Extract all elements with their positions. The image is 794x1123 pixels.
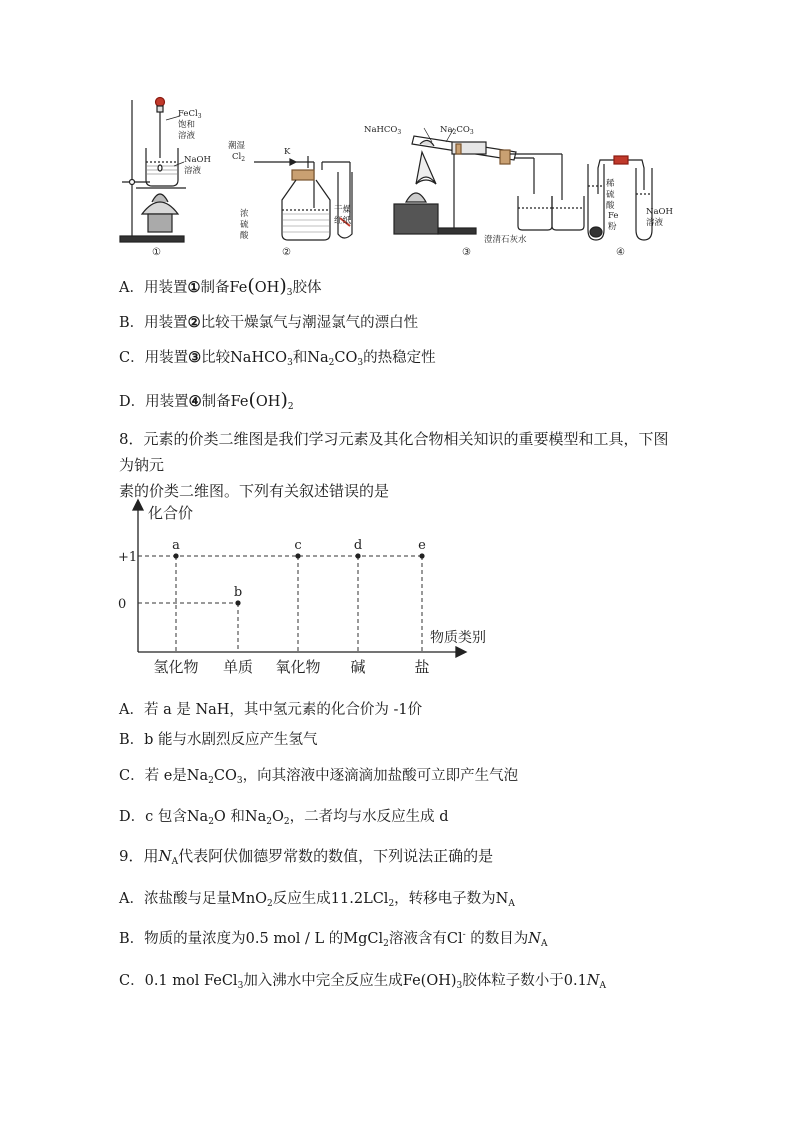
dev1-reagent-top-l2: 饱和 [178, 120, 196, 130]
dev2-gas-l2: Cl [232, 152, 242, 162]
dev4-acid-l1: 稀 [606, 179, 615, 189]
chart-point-d [355, 553, 360, 558]
dev1-reagent-top-l3: 溶液 [178, 131, 196, 141]
svg-text:NaHCO3: NaHCO$_3$ [364, 125, 402, 136]
chart-x-tick-label: 氢化物 [153, 658, 199, 676]
q7-option-c: C．用装置③比较NaHCO$_3$和$Na_2CO_3$的热稳定性 [119, 349, 436, 368]
q9-option-a: A．浓盐酸与足量MnO$_2$反应生成11.2LCl$_2$，转移电子数为$N_A$ [119, 891, 515, 909]
dev2-paper-l2: 红纸 [334, 216, 352, 226]
chart-y-tick-zero: 0 [118, 597, 127, 612]
device-1-illustration [120, 98, 186, 243]
chart-x-arrow [456, 647, 466, 657]
dev3-water: 澄清石灰水 [484, 235, 527, 245]
q7-option-d: D．用装置④制备$Fe(OH)_2$ [119, 389, 294, 412]
device-3-illustration [394, 128, 584, 234]
chart-y-tick-plus1: +1 [118, 550, 138, 565]
dev2-acid-l3: 酸 [240, 231, 249, 241]
device-4-illustration [588, 156, 652, 240]
svg-text:FeCl3: FeCl$_3$ [178, 109, 202, 120]
svg-text:Cl2: $Cl_2$ [232, 152, 246, 163]
valence-class-chart [118, 496, 486, 676]
dev4-fe-l2: 粉 [608, 222, 617, 232]
apparatus-figure [112, 90, 712, 265]
chart-x-tick-label: 氧化物 [275, 658, 321, 676]
dev1-reagent-top: FeCl [178, 109, 198, 119]
q8-stem: 8．元素的价类二维图是我们学习元素及其化合物相关知识的重要模型和工具，下图为钠元 素的价类二维图。下列有关叙述错误的是 [119, 430, 669, 500]
svg-text:Na2CO3: $Na_2CO_3$ [440, 125, 474, 136]
chart-y-arrow [133, 500, 143, 510]
q8-option-a: A．若 a 是 NaH，其中氢元素的化合价为 -1价 [119, 702, 423, 718]
q8-option-c: C．若 e是$Na_2CO_3$，向其溶液中逐滴滴加盐酸可立即产生气泡 [119, 768, 519, 786]
device-2-illustration [254, 156, 352, 240]
chart-point-label-d: d [353, 538, 363, 553]
chart-point-c [295, 553, 300, 558]
q7-option-b: B．用装置②比较干燥氯气与潮湿氯气的漂白性 [119, 314, 419, 331]
dev2-gas-l1: 潮湿 [228, 141, 246, 151]
dev2-acid-l1: 浓 [240, 209, 249, 219]
dev2-valve: K [284, 147, 291, 157]
chart-x-label: 物质类别 [430, 630, 486, 646]
chart-x-tick-label: 单质 [222, 658, 254, 676]
q9-stem: 9．用$N_A$代表阿伏伽德罗常数的数值，下列说法正确的是 [119, 847, 494, 867]
dev4-acid-l2: 硫 [606, 190, 615, 200]
q8-option-d: D．c 包含$Na_2O$ 和$Na_2O_2$，二者均与水反应生成 d [119, 809, 449, 827]
dev1-reagent-bottom: NaOH [184, 155, 211, 165]
chart-x-tick-label: 盐 [414, 658, 430, 676]
chart-point-a [173, 553, 178, 558]
dev3-salt2: Na [440, 125, 453, 135]
q8-option-b: B．b 能与水剧烈反应产生氢气 [119, 732, 318, 748]
chart-y-label: 化合价 [148, 504, 194, 522]
dev3-salt1: NaHCO [364, 125, 398, 135]
dev2-label: ② [282, 247, 291, 258]
dev4-base-l2: 溶液 [646, 218, 664, 228]
dev4-fe-l1: Fe [608, 211, 619, 221]
q9-option-c: C．0.1 mol FeCl$_3$加入沸水中完全反应生成$Fe(OH)_3$胶体粒子数小于$0.1N_A$ [119, 973, 606, 991]
chart-x-tick-label: 碱 [350, 658, 366, 676]
dev1-label: ① [152, 247, 161, 258]
dev4-base-l1: NaOH [646, 207, 673, 217]
chart-point-b [235, 600, 240, 605]
chart-point-label-a: a [172, 538, 180, 553]
q9-option-b: B．物质的量浓度为0.5 mol / L 的MgCl$_2$溶液含有Cl- 的数目为$N_A$ [119, 930, 548, 949]
dev2-acid-l2: 硫 [240, 220, 249, 230]
dev1-reagent-bottom-l2: 溶液 [184, 166, 202, 176]
chart-point-label-c: c [294, 538, 302, 553]
dev4-label: ④ [616, 247, 625, 258]
dev3-label: ③ [462, 247, 471, 258]
dev2-paper-l1: 干燥 [334, 205, 352, 215]
dev4-acid-l3: 酸 [606, 201, 615, 211]
chart-point-e [419, 553, 424, 558]
chart-point-label-b: b [233, 585, 243, 600]
chart-point-label-e: e [418, 538, 426, 553]
q7-option-a: A．用装置①制备$Fe(OH)_3$胶体 [119, 275, 322, 298]
